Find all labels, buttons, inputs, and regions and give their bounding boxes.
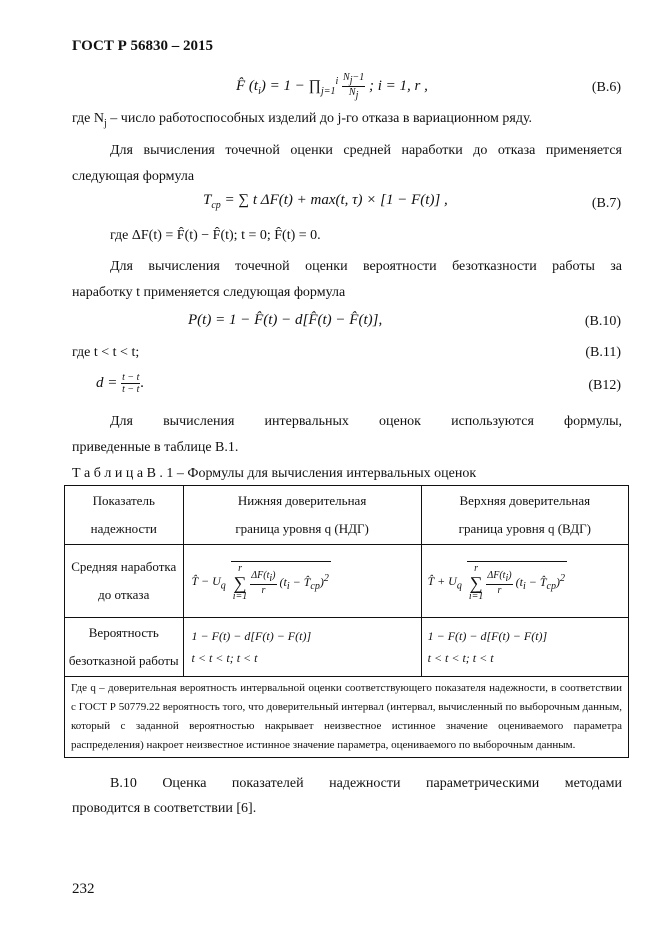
paragraph-nj: где $N_j$ – число работоспособных изделий до j-го отказа в вариационном ряду. bbox=[72, 111, 533, 129]
equation-number-b10: (В.10) bbox=[584, 314, 621, 329]
paragraph-mean-line2: следующая формула bbox=[72, 169, 195, 184]
row-mean-name: Средняя наработка до отказа bbox=[65, 545, 184, 618]
table-note: Где q – доверительная вероятность интервальной оценки соответствующего показателя надежности, в соответствии с ГОСТ Р 50779.22 вероятность того, что доверительный интервал (интервал, вычисленный по выборочным данным, который с заданной вероятностью накрывает неизвестное истинное значение оцениваемого параметра распределения) накроет неизвестное истинное значение параметра, оцениваемого по выборочным данным. bbox=[65, 677, 629, 758]
table-row-mean bbox=[65, 545, 629, 618]
table-caption: Т а б л и ц а В . 1 – Формулы для вычисления интервальных оценок bbox=[72, 466, 477, 481]
formula-b11: где t < t < t; bbox=[72, 345, 140, 360]
header-upper-bound: Верхняя доверительная граница уровня q (ВДГ) bbox=[421, 486, 628, 545]
formula-b10: P(t) = 1 − F̂(t) − d[F̂(t) − F̂(t)], bbox=[188, 312, 383, 328]
formula-b7: $T_{ср}$ = ∑ t ΔF(t) + max(t, τ) × [1 − F(t)] , bbox=[203, 192, 448, 211]
formulas-table bbox=[64, 485, 629, 758]
table-note-row bbox=[65, 677, 629, 758]
equation-number-b12: (В12) bbox=[588, 378, 621, 393]
where-b7: где ΔF(t) = F̂(t) − F̂(t); t = 0; F̂(t) = 0. bbox=[110, 228, 321, 243]
formula-b12: d = $\frac{t - t}{t - t}$ . bbox=[96, 372, 145, 395]
table-row-prob bbox=[65, 618, 629, 677]
row-prob-upper: 1 − F(t) − d[F(t) − F(t)] t < t < t; t < t bbox=[421, 618, 628, 677]
paragraph-prob-line2: наработку t применяется следующая формула bbox=[72, 285, 346, 300]
header-lower-bound: Нижняя доверительная граница уровня q (НДГ) bbox=[183, 486, 421, 545]
paragraph-prob-line1: Для вычисления точечной оценки вероятности безотказности работы за bbox=[110, 259, 622, 274]
equation-number-b7: (В.7) bbox=[591, 196, 621, 211]
paragraph-interval-line2: приведенные в таблице В.1. bbox=[72, 440, 239, 455]
row-prob-name: Вероятность безотказной работы bbox=[65, 618, 184, 677]
header-indicator: Показатель надежности bbox=[65, 486, 184, 545]
paragraph-mean-line1: Для вычисления точечной оценки средней наработки до отказа применяется bbox=[110, 143, 622, 158]
row-mean-upper: T̂ + $U_q$ r ∑ i=1 $\frac{\Delta F(t_i)}{r}$ ($t_i$ − $T̂_{ср})^2$ bbox=[421, 545, 628, 618]
table-header-row bbox=[65, 486, 629, 545]
equation-number-b6: (В.6) bbox=[591, 80, 621, 95]
paragraph-b10-line1: В.10 Оценка показателей надежности параметрическими методами bbox=[110, 776, 622, 791]
paragraph-interval-line1: Для вычисления интервальных оценок используются формулы, bbox=[110, 414, 622, 429]
formula-b6: F̂ $(t_i) = 1$ − $\prod_{j=1}^i$ $\frac{N_j-1}{N_j}$ ; i = 1, r , bbox=[236, 72, 428, 101]
row-mean-lower: T̂ − $U_q$ r ∑ i=1 $\frac{\Delta F(t_i)}{r}$ ($t_i$ − $T̂_{ср})^2$ bbox=[183, 545, 421, 618]
page-number: 232 bbox=[72, 881, 95, 897]
row-prob-lower: 1 − F(t) − d[F(t) − F(t)] t < t < t; t < t bbox=[183, 618, 421, 677]
document-header: ГОСТ Р 56830 – 2015 bbox=[72, 38, 214, 54]
paragraph-b10-line2: проводится в соответствии [6]. bbox=[72, 801, 257, 816]
equation-number-b11: (В.11) bbox=[585, 345, 621, 360]
